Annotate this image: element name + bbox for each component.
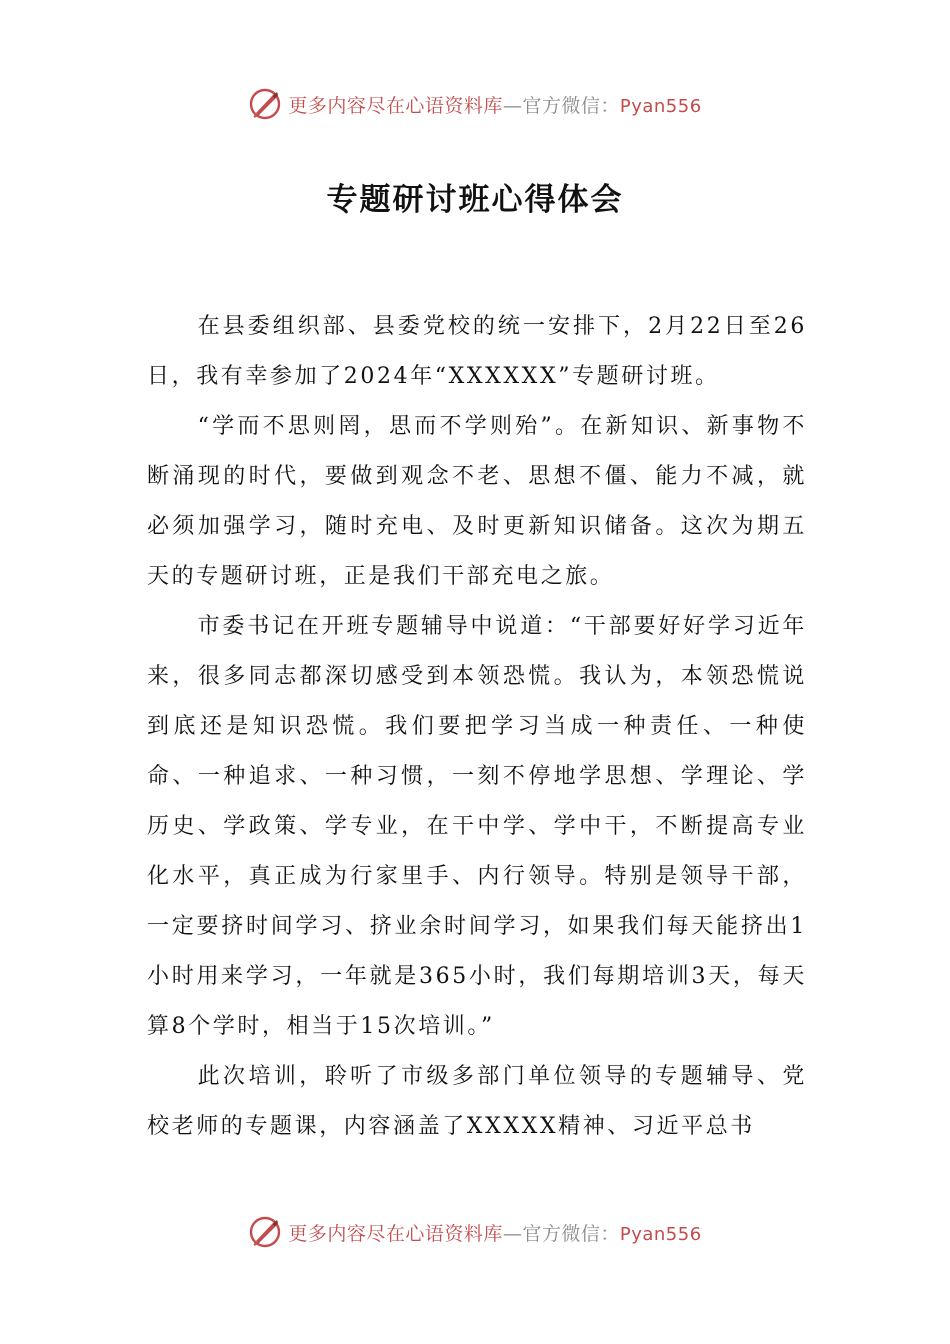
watermark-text [288,1219,701,1246]
document-title: 专题研讨班心得体会 [326,182,624,218]
watermark-text [288,91,701,118]
quill-pen-logo-icon [248,87,282,121]
footer-watermark [0,1212,950,1252]
paragraph-2: “学而不思则罔，思而不学则殆”。在新知识、新事物不断涌现的时代，要做到观念不老、思想不僵、能力不减，就必须加强学习，随时充电、及时更新知识储备。这次为期五天的专题研讨班，正是我们干部充电之旅。 [147,414,807,589]
watermark-site: 更多内容尽在心语资料库 [288,1222,503,1245]
header-watermark [0,84,950,124]
watermark-wechat-id: Pyan556 [619,95,702,117]
watermark-site: 更多内容尽在心语资料库 [288,94,503,117]
quill-pen-logo-icon [248,1215,282,1249]
paragraph-3: 市委书记在开班专题辅导中说道：“干部要好好学习近年来，很多同志都深切感受到本领恐慌。我认为，本领恐慌说到底还是知识恐慌。我们要把学习当成一种责任、一种使命、一种追求、一种习惯，一刻不停地学思想、学理论、学历史、学政策、学专业，在干中学、学中干，不断提高专业化水平，真正成为行家里手、内行领导。特别是领导干部，一定要挤时间学习、挤业余时间学习，如果我们每天能挤出1小时用来学习，一年就是365小时，我们每期培训3天，每天算8个学时，相当于15次培训。” [147,614,807,1039]
watermark-wechat-label: 官方微信： [522,94,620,117]
watermark-wechat-id: Pyan556 [619,1223,702,1245]
watermark-wechat-label: 官方微信： [522,1222,620,1245]
watermark-dash: — [502,1222,523,1245]
watermark-dash: — [502,94,523,117]
paragraph-4: 此次培训，聆听了市级多部门单位领导的专题辅导、党校老师的专题课，内容涵盖了XXXXX精神、习近平总书 [147,1064,807,1139]
document-body [147,302,807,1152]
paragraph-1: 在县委组织部、县委党校的统一安排下，2月22日至26日，我有幸参加了2024年“XXXXXX”专题研讨班。 [147,314,807,389]
